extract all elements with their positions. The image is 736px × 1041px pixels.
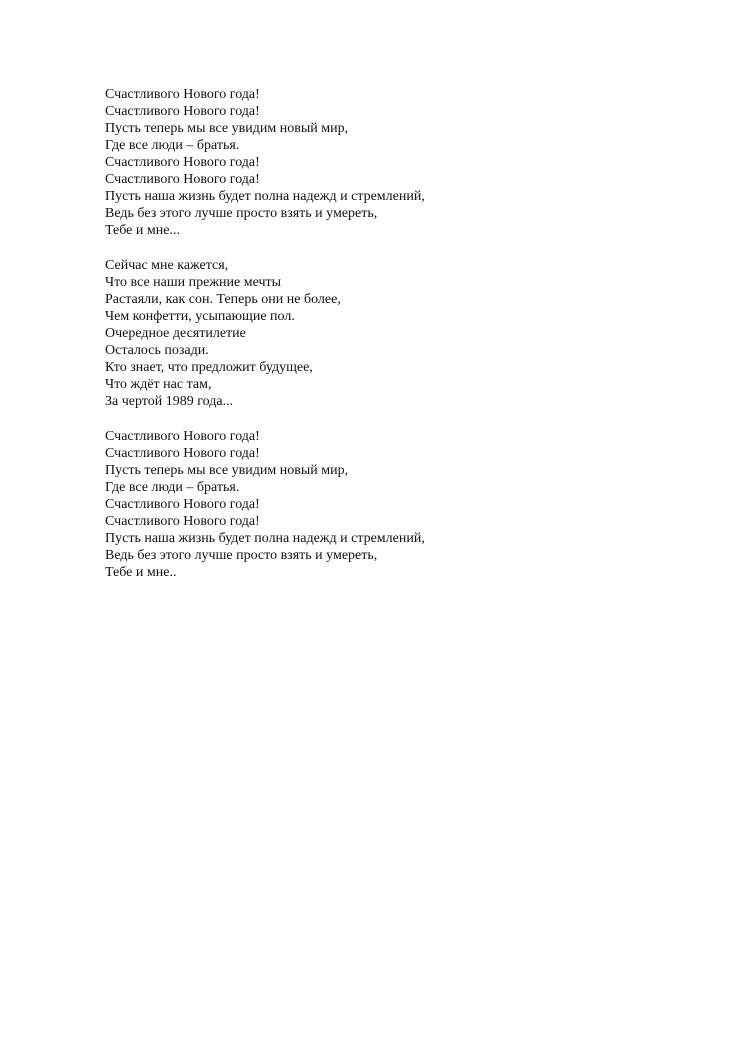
stanza-line: Счастливого Нового года!	[105, 514, 260, 529]
stanza-line: Счастливого Нового года!	[105, 446, 260, 461]
stanza-line: Растаяли, как сон. Теперь они не более,	[105, 292, 341, 307]
stanza-line: Счастливого Нового года!	[105, 172, 260, 187]
stanza-line: Очередное десятилетие	[105, 326, 246, 341]
stanza-line: Пусть теперь мы все увидим новый мир,	[105, 121, 349, 136]
stanza-3	[105, 428, 705, 581]
stanza-line: Что все наши прежние мечты	[105, 275, 282, 290]
stanza-line: Пусть наша жизнь будет полна надежд и стремлений,	[105, 189, 425, 204]
stanza-line: Где все люди – братья.	[105, 480, 240, 495]
stanza-line: Счастливого Нового года!	[105, 429, 260, 444]
stanza-line: Ведь без этого лучше просто взять и умереть,	[105, 206, 378, 221]
stanza-2	[105, 257, 705, 410]
stanza-line: Чем конфетти, усыпающие пол.	[105, 309, 295, 324]
stanza-line: Пусть теперь мы все увидим новый мир,	[105, 463, 349, 478]
stanza-line: Ведь без этого лучше просто взять и умереть,	[105, 548, 378, 563]
stanza-line: Пусть наша жизнь будет полна надежд и стремлений,	[105, 531, 425, 546]
stanza-line: Счастливого Нового года!	[105, 155, 260, 170]
stanza-line: Где все люди – братья.	[105, 138, 240, 153]
stanza-line: Сейчас мне кажется,	[105, 258, 229, 273]
stanza-line: Что ждёт нас там,	[105, 377, 212, 392]
stanza-line: Счастливого Нового года!	[105, 104, 260, 119]
stanza-line: Осталось позади.	[105, 343, 209, 358]
stanza-1	[105, 86, 705, 239]
stanza-line: Кто знает, что предложит будущее,	[105, 360, 313, 375]
stanza-line: За чертой 1989 года...	[105, 394, 234, 409]
stanza-line: Счастливого Нового года!	[105, 87, 260, 102]
stanza-line: Тебе и мне...	[105, 223, 180, 238]
stanza-line: Тебе и мне..	[105, 565, 177, 580]
stanza-line: Счастливого Нового года!	[105, 497, 260, 512]
lyrics-text	[105, 86, 705, 599]
